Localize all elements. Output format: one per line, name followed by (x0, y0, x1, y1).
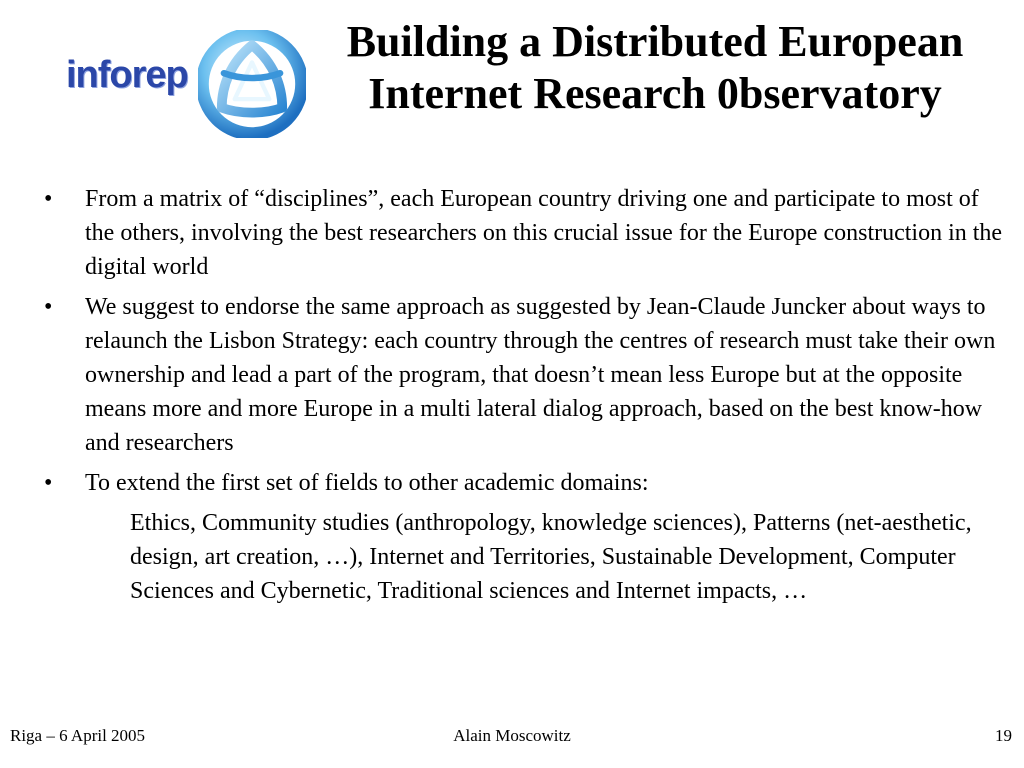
logo-wordmark: inforep (66, 54, 188, 96)
bullet-item (44, 466, 1004, 500)
inforep-logo (0, 0, 320, 160)
bullet-marker: • (44, 186, 53, 212)
slide-footer (0, 722, 1024, 750)
bullet-text: To extend the first set of fields to other academic domains: (85, 470, 649, 496)
bullet-text: From a matrix of “disciplines”, each European country driving one and participate to most of the others, involving the best researchers on this crucial issue for the Europe construction in the digital world (85, 186, 1003, 280)
bullet-text: We suggest to endorse the same approach as suggested by Jean-Claude Juncker about ways to relaunch the Lisbon Strategy: each country through the centres of research must take their own ownership and lead a part of the program, that doesn’t mean less Europe but at the opposite means more and more Europe in a multi lateral dialog approach, based on the best know-how and researchers (85, 294, 996, 456)
slide-title-line-1: Building a Distributed European (346, 17, 964, 66)
slide-body (44, 182, 1004, 608)
bullet-item (44, 290, 1004, 460)
domains-paragraph: Ethics, Community studies (anthropology, knowledge sciences), Patterns (net-aesthetic, design, art creation, …), Internet and Territories, Sustainable Development, Computer Sciences and Cybernetic, Traditional sciences and Internet impacts, … (130, 510, 972, 604)
bullet-item (44, 182, 1004, 284)
slide-title (290, 16, 1020, 120)
footer-author: Alain Moscowitz (453, 726, 571, 745)
bullet-marker: • (44, 294, 53, 320)
slide-number: 19 (995, 726, 1012, 745)
footer-date: Riga – 6 April 2005 (10, 726, 146, 745)
slide-title-line-2: Internet Research 0bservatory (368, 69, 942, 118)
bullet-list (44, 182, 1004, 500)
bullet-marker: • (44, 470, 53, 496)
